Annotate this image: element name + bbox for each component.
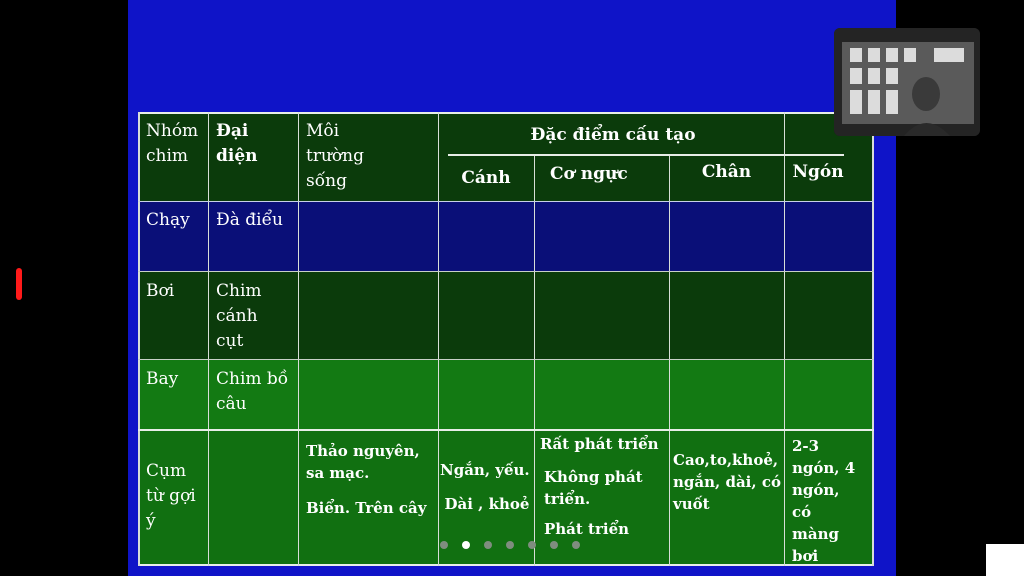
hint-chest-3: Phát triển — [544, 520, 630, 538]
hint-chest-2: Không phát triển. — [544, 468, 643, 508]
hint-chest-1: Rất phát triển — [540, 435, 659, 453]
header-representative: Đại diện — [216, 121, 258, 166]
hint-leg: Cao,to,khoẻ, ngắn, dài, có vuốt — [673, 451, 781, 513]
carousel-dot[interactable] — [484, 541, 492, 549]
webcam-feed-image — [834, 28, 980, 136]
row-fly-representative: Chim bồ câu — [216, 369, 289, 414]
row-swim-group: Bơi — [146, 281, 175, 301]
table-top-border — [138, 112, 874, 114]
table-right-border — [872, 112, 874, 566]
header-habitat: Môi trường sống — [306, 121, 364, 191]
row-run-representative: Đà điểu — [216, 210, 283, 230]
header-group: Nhóm chim — [146, 121, 199, 166]
table-bottom-border — [138, 564, 874, 566]
row-fly-group: Bay — [146, 369, 179, 389]
slide — [128, 0, 896, 576]
webcam-overlay[interactable] — [834, 28, 980, 136]
hint-habitat-1: Thảo nguyên, sa mạc. — [306, 442, 420, 482]
row-divider — [138, 429, 874, 431]
header-wing: Cánh — [461, 168, 511, 188]
hint-habitat-2: Biển. Trên cây — [306, 499, 427, 517]
header-structure: Đặc điểm cấu tạo — [530, 125, 696, 145]
hints-label: Cụm từ gợi ý — [146, 461, 196, 531]
row-divider — [138, 201, 874, 202]
carousel-dot-active[interactable] — [462, 541, 470, 549]
row-swim-representative: Chim cánh cụt — [216, 281, 262, 351]
hint-wing-2: Dài , khoẻ — [444, 495, 530, 513]
carousel-dot[interactable] — [440, 541, 448, 549]
carousel-dot[interactable] — [528, 541, 536, 549]
red-pointer-mark — [16, 268, 22, 300]
hint-wing-1: Ngắn, yếu. — [440, 461, 530, 479]
row-divider — [138, 271, 874, 272]
overlay-box — [986, 544, 1024, 576]
subheader-line — [448, 154, 844, 156]
header-leg: Chân — [701, 162, 752, 182]
row-divider — [138, 359, 874, 360]
row-run-group: Chạy — [146, 210, 190, 230]
carousel-dot[interactable] — [550, 541, 558, 549]
carousel-dot[interactable] — [506, 541, 514, 549]
header-chest: Cơ ngực — [550, 164, 628, 184]
header-toe: Ngón — [792, 162, 844, 182]
hint-toe: 2-3 ngón, 4 ngón, có màng bơi — [792, 437, 856, 565]
carousel-dot[interactable] — [572, 541, 580, 549]
